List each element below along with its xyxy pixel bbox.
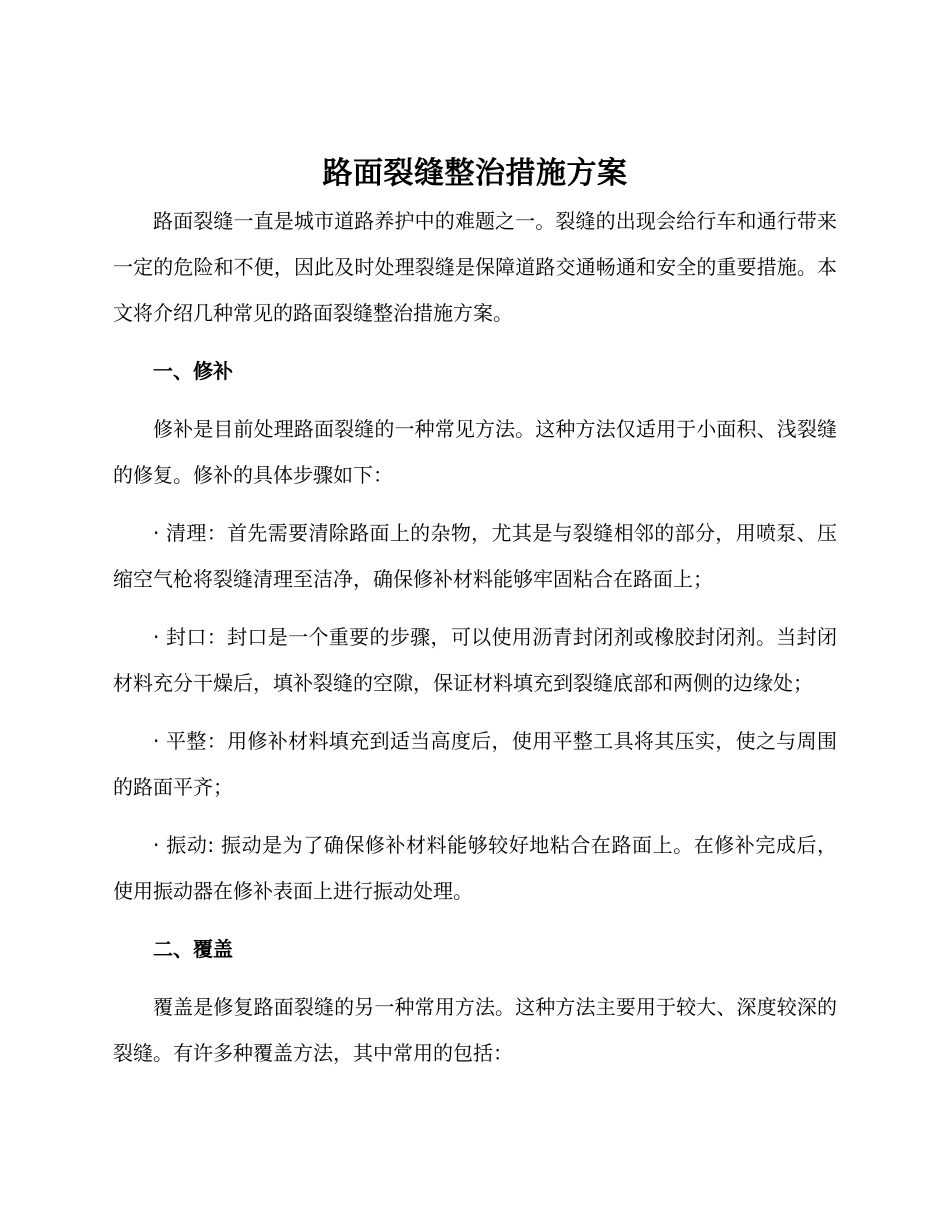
- document-body: [113, 150, 837, 1076]
- step-leveling: · 平整：用修补材料填充到适当高度后，使用平整工具将其压实，使之与周围的路面平齐；: [113, 729, 837, 799]
- step-vibration: · 振动: 振动是为了确保修补材料能够较好地粘合在路面上。在修补完成后，使用振动器在修补表面上进行振动处理。: [113, 833, 837, 903]
- section-1-paragraph: 修补是目前处理路面裂缝的一种常见方法。这种方法仅适用于小面积、浅裂缝的修复。修补的具体步骤如下：: [113, 417, 837, 487]
- intro-paragraph: 路面裂缝一直是城市道路养护中的难题之一。裂缝的出现会给行车和通行带来一定的危险和不便，因此及时处理裂缝是保障道路交通畅通和安全的重要措施。本文将介绍几种常见的路面裂缝整治措施方案。: [113, 209, 837, 325]
- step-cleaning: · 清理：首先需要清除路面上的杂物，尤其是与裂缝相邻的部分，用喷泵、压缩空气枪将裂缝清理至洁净，确保修补材料能够牢固粘合在路面上；: [113, 521, 837, 591]
- section-1-heading: 一、修补: [153, 359, 233, 383]
- document-title: 路面裂缝整治措施方案: [322, 156, 628, 191]
- step-sealing: · 封口：封口是一个重要的步骤，可以使用沥青封闭剂或橡胶封闭剂。当封闭材料充分干燥后，填补裂缝的空隙，保证材料填充到裂缝底部和两侧的边缘处；: [113, 625, 837, 695]
- section-2-paragraph: 覆盖是修复路面裂缝的另一种常用方法。这种方法主要用于较大、深度较深的裂缝。有许多种覆盖方法，其中常用的包括：: [113, 995, 837, 1065]
- section-2-heading: 二、覆盖: [153, 937, 233, 961]
